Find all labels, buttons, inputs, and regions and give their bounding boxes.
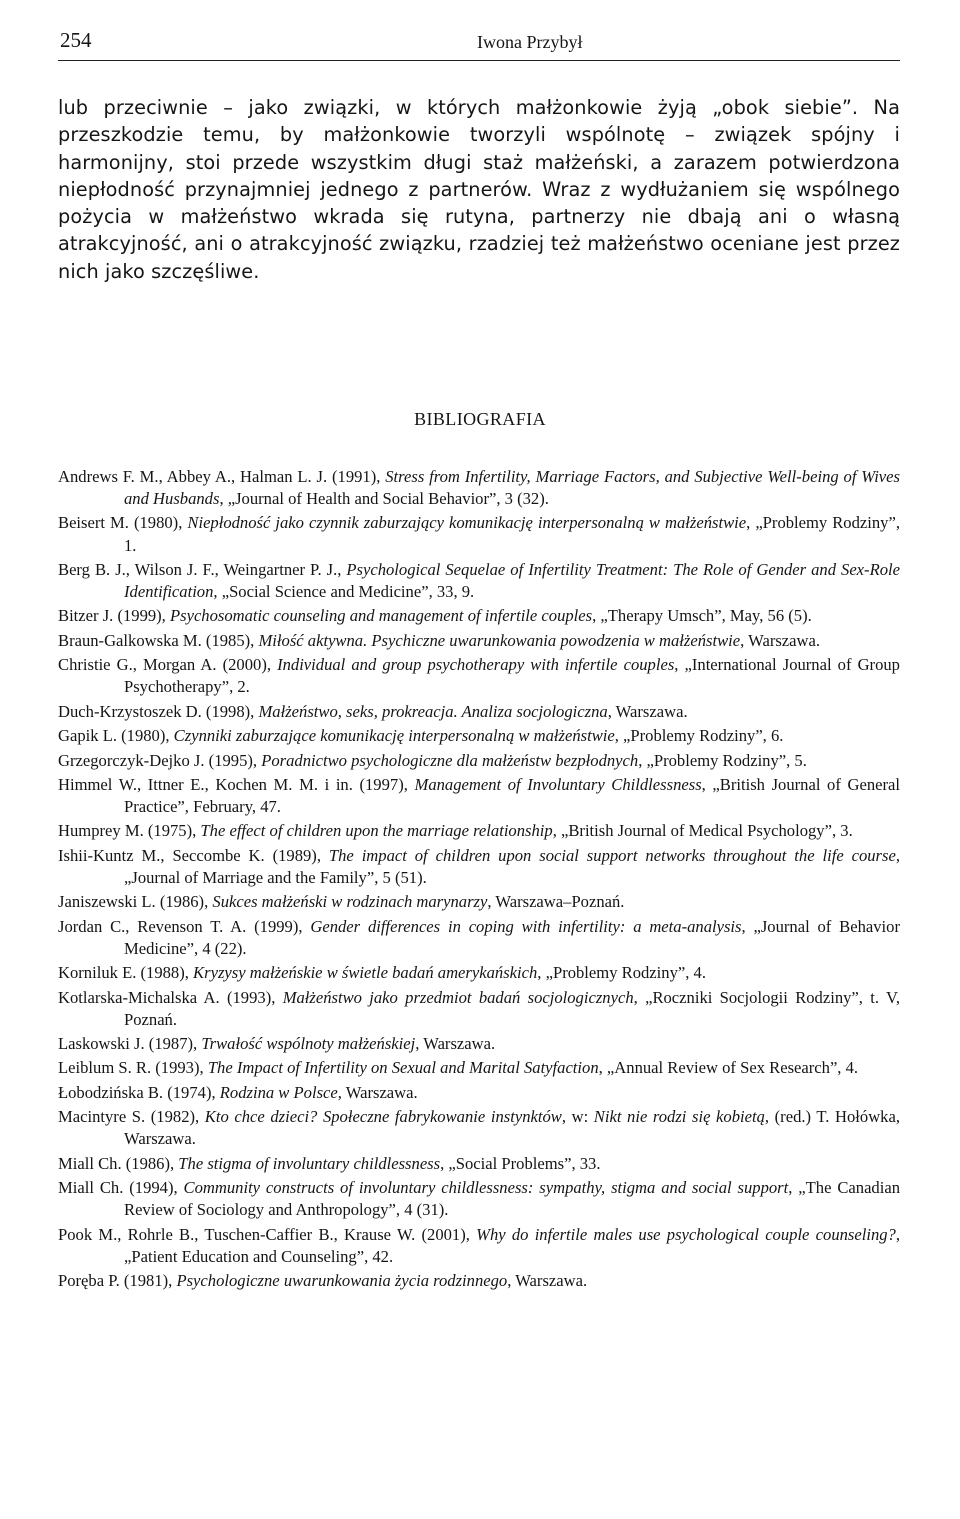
entry-source: , „Journal of Health and Social Behavior”, 3 (32).: [219, 489, 549, 509]
entry-title: Kto chce dzieci? Społeczne fabrykowanie instynktów: [204, 1107, 562, 1127]
entry-authors: Andrews F. M., Abbey A., Halman L. J. (1991),: [58, 467, 386, 486]
entry-title: Psychologiczne uwarunkowania życia rodzinnego: [176, 1271, 508, 1291]
entry-authors: Miall Ch. (1986),: [58, 1153, 179, 1173]
entry-source: , „Journal of Marriage and the Family”, 5 (51).: [124, 845, 900, 887]
bibliography-entry: [58, 1106, 900, 1150]
entry-source: , „Problemy Rodziny”, 4.: [537, 963, 706, 983]
entry-source: , „Problemy Rodziny”, 5.: [638, 750, 807, 770]
entry-title: Miłość aktywna. Psychiczne uwarunkowania powodzenia w małżeństwie: [258, 630, 741, 650]
bibliography-entry: [58, 725, 900, 747]
bibliography-entry: [58, 466, 900, 510]
entry-source: , „The Canadian Review of Sociology and Anthropology”, 4 (31).: [124, 1178, 901, 1220]
entry-authors: Humprey M. (1975),: [58, 821, 201, 841]
entry-authors: Pook M., Rohrle B., Tuschen-Caffier B., Krause W. (2001),: [58, 1224, 477, 1244]
entry-source: , „Social Problems”, 33.: [440, 1153, 601, 1173]
bibliography-entry: [58, 559, 900, 603]
entry-source: , „Therapy Umsch”, May, 56 (5).: [592, 606, 812, 626]
entry-authors: Grzegorczyk-Dejko J. (1995),: [58, 750, 262, 770]
entry-title: The Impact of Infertility on Sexual and Marital Satyfaction: [207, 1058, 599, 1078]
entry-title: Małżeństwo, seks, prokreacja. Analiza socjologiczna: [258, 701, 608, 721]
bibliography-entry: [58, 916, 900, 960]
entry-authors: Laskowski J. (1987),: [58, 1034, 202, 1053]
bibliography-heading: BIBLIOGRAFIA: [414, 409, 546, 429]
entry-title: Niepłodność jako czynnik zaburzający komunikację interpersonalną w małżeństwie: [187, 513, 747, 533]
entry-source: , „Patient Education and Counseling”, 42.: [124, 1224, 901, 1266]
bibliography-entry: [58, 774, 900, 818]
page-header: [58, 26, 900, 61]
body-text: [58, 94, 900, 285]
entry-authors: Duch-Krzystoszek D. (1998),: [58, 701, 259, 721]
entry-source: , Warszawa.: [337, 1082, 418, 1102]
page-number: 254: [60, 28, 92, 52]
entry-authors: Miall Ch. (1994),: [58, 1178, 184, 1198]
bibliography-entry: [58, 987, 900, 1031]
entry-source: , „British Journal of Medical Psychology”, 3.: [552, 821, 853, 841]
entry-source: , „Annual Review of Sex Research”, 4.: [598, 1058, 859, 1078]
bibliography-entry: [58, 1270, 900, 1292]
bibliography-entry: [58, 891, 900, 913]
entry-source: , Warszawa.: [507, 1271, 588, 1291]
entry-source: , „Problemy Rodziny”, 6.: [614, 726, 784, 746]
entry-source-secondary: , (red.) T. Hołówka, Warszawa.: [124, 1107, 900, 1149]
entry-source: , „International Journal of Group Psychotherapy”, 2.: [124, 655, 900, 697]
entry-title: Psychosomatic counseling and management of infertile couples: [169, 606, 593, 626]
entry-source: , Warszawa–Poznań.: [487, 892, 625, 912]
entry-source: , Warszawa.: [740, 630, 821, 650]
entry-title: The stigma of involuntary childlessness: [178, 1153, 441, 1173]
entry-title: Sukces małżeński w rodzinach marynarzy: [212, 892, 488, 912]
entry-title: Kryzysy małżeńskie w świetle badań amerykańskich: [193, 963, 538, 983]
bibliography-entry: [58, 701, 900, 723]
entry-title: Individual and group psychotherapy with infertile couples: [277, 655, 675, 675]
bibliography-entry: [58, 1033, 900, 1055]
bibliography-entry: [58, 630, 900, 652]
body-paragraph: lub przeciwnie – jako związki, w których małżonkowie żyją „obok siebie”. Na przeszkodzie temu, by małżonkowie tworzyli wspólnotę – związek spójny i harmonijny, stoi przede wszystkim długi staż małżeński, a zarazem potwierdzona niepłodność przynajmniej jednego z partnerów. Wraz z wydłużaniem się wspólnego pożycia w małżeństwo wkrada się rutyna, partnerzy nie dbają ani o własną atrakcyjność, ani o atrakcyjność związku, rzadziej też małżeństwo oceniane jest przez nich jako szczęśliwe.: [58, 96, 900, 283]
entry-source: , „Problemy Rodziny”, 1.: [124, 513, 900, 555]
entry-authors: Berg B. J., Wilson J. F., Weingartner P. J.,: [58, 559, 347, 579]
bibliography-entry: [58, 1224, 900, 1268]
entry-source: , „Journal of Behavior Medicine”, 4 (22).: [124, 916, 900, 958]
bibliography-entry: [58, 1177, 900, 1221]
bibliography-entry: [58, 605, 900, 627]
entry-authors: Jordan C., Revenson T. A. (1999),: [58, 916, 311, 936]
entry-authors: Ishii-Kuntz M., Seccombe K. (1989),: [58, 845, 329, 865]
entry-source: , „Social Science and Medicine”, 33, 9.: [213, 582, 475, 602]
bibliography-entry: [58, 820, 900, 842]
entry-authors: Łobodzińska B. (1974),: [58, 1082, 220, 1102]
entry-authors: Macintyre S. (1982),: [58, 1107, 205, 1127]
bibliography-entry: [58, 750, 900, 772]
entry-authors: Poręba P. (1981),: [58, 1271, 177, 1291]
entry-source: , Warszawa.: [607, 701, 688, 721]
bibliography-entry: [58, 845, 900, 889]
entry-authors: Gapik L. (1980),: [58, 726, 174, 746]
entry-authors: Bitzer J. (1999),: [58, 606, 170, 626]
bibliography-entry: [58, 1153, 900, 1175]
bibliography-entry: [58, 962, 900, 984]
entry-authors: Beisert M. (1980),: [58, 513, 188, 533]
running-head: Iwona Przybył: [477, 32, 583, 52]
entry-source: , Warszawa.: [415, 1034, 496, 1053]
entry-source: , „British Journal of General Practice”, February, 47.: [124, 774, 900, 816]
entry-title: Małżeństwo jako przedmiot badań socjologicznych: [282, 987, 634, 1007]
entry-title: The impact of children upon social support networks throughout the life course: [328, 845, 896, 865]
bibliography-list: [58, 466, 900, 1294]
entry-title: Psychological Sequelae of Infertility Treatment: The Role of Gender and Sex-Role Identification: [124, 559, 900, 602]
entry-title: Czynniki zaburzające komunikację interpersonalną w małżeństwie: [173, 726, 615, 746]
entry-title: Poradnictwo psychologiczne dla małżeństw bezpłodnych: [261, 750, 639, 770]
entry-title: Community constructs of involuntary childlessness: sympathy, stigma and social support: [183, 1178, 789, 1198]
entry-title: Rodzina w Polsce: [219, 1082, 338, 1102]
bibliography-entry: [58, 654, 900, 698]
entry-authors: Leiblum S. R. (1993),: [58, 1058, 208, 1078]
entry-title: Management of Involuntary Childlessness: [414, 774, 702, 794]
bibliography-entry: [58, 1057, 900, 1079]
entry-authors: Korniluk E. (1988),: [58, 963, 194, 983]
entry-authors: Christie G., Morgan A. (2000),: [58, 655, 278, 675]
entry-title: Trwałość wspólnoty małżeńskiej: [201, 1034, 416, 1053]
entry-authors: Himmel W., Ittner E., Kochen M. M. i in. (1997),: [58, 774, 415, 794]
entry-title: Why do infertile males use psychological couple counseling?: [476, 1224, 896, 1244]
bibliography-entry: [58, 512, 900, 556]
entry-authors: Janiszewski L. (1986),: [58, 892, 213, 912]
entry-source: , w:: [561, 1107, 594, 1127]
entry-title-secondary: Nikt nie rodzi się kobietą: [593, 1107, 765, 1127]
entry-authors: Braun-Galkowska M. (1985),: [58, 630, 259, 650]
entry-title: The effect of children upon the marriage relationship: [200, 821, 553, 841]
entry-title: Stress from Infertility, Marriage Factors, and Subjective Well-being of Wives and Husbands: [124, 467, 900, 509]
bibliography-entry: [58, 1082, 900, 1104]
entry-title: Gender differences in coping with infertility: a meta-analysis: [310, 916, 742, 936]
entry-source: , „Roczniki Socjologii Rodziny”, t. V, Poznań.: [124, 987, 900, 1029]
entry-authors: Kotlarska-Michalska A. (1993),: [58, 987, 283, 1007]
